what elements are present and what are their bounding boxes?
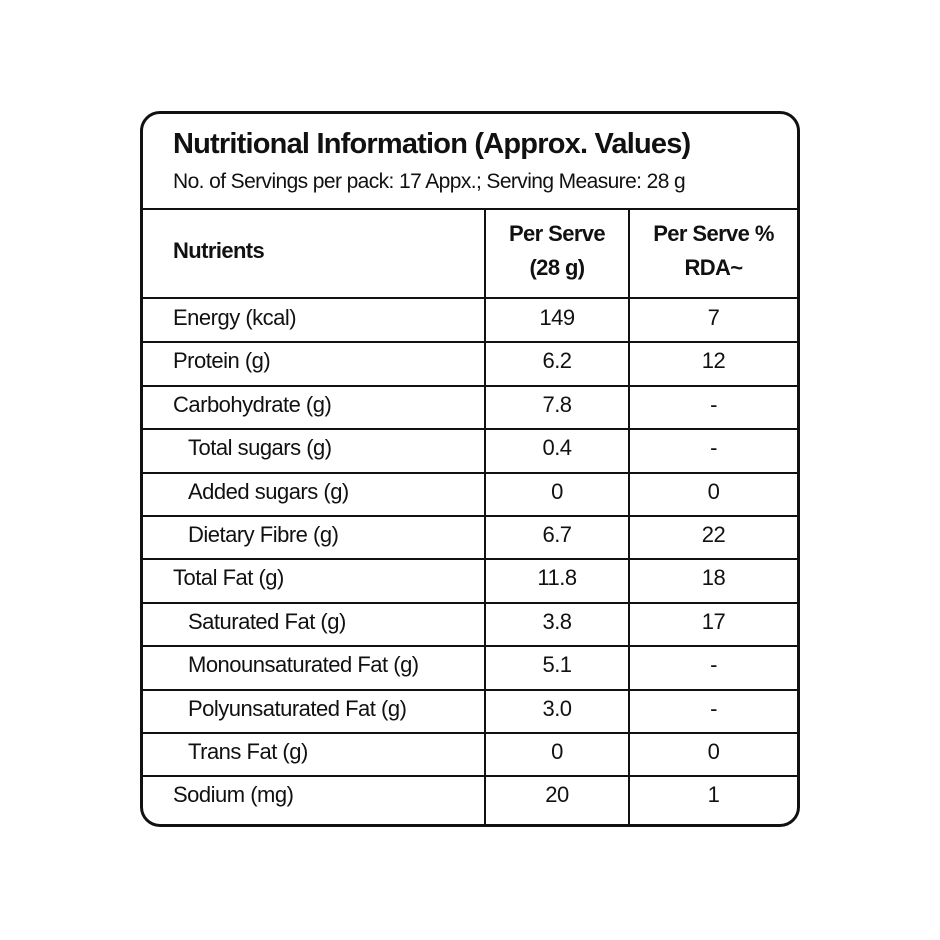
row-divider — [143, 645, 797, 647]
row-divider — [143, 428, 797, 430]
nutrient-name: Added sugars (g) — [188, 478, 349, 504]
nutrient-name: Total Fat (g) — [173, 565, 284, 591]
rda-value: 17 — [701, 608, 726, 634]
per-serve-value: 5.1 — [542, 652, 572, 678]
rda-value: 0 — [707, 739, 720, 764]
column-header-per-serve-line2: (28 g) — [529, 255, 585, 280]
divider — [143, 208, 797, 210]
nutrient-name: Monounsaturated Fat (g) — [188, 652, 419, 678]
nutrient-name: Protein (g) — [173, 348, 271, 374]
per-serve-value: 0 — [551, 739, 563, 764]
per-serve-value: 149 — [539, 305, 575, 330]
nutrient-name: Sodium (mg) — [173, 782, 294, 808]
nutrient-name: Dietary Fibre (g) — [188, 522, 339, 547]
column-header-rda-line1: Per Serve % — [653, 221, 774, 246]
nutrient-name: Saturated Fat (g) — [188, 608, 346, 634]
column-header-per-serve-line1: Per Serve — [508, 221, 606, 246]
row-divider — [143, 775, 797, 777]
per-serve-value: 3.8 — [542, 608, 572, 634]
row-divider — [143, 558, 797, 560]
per-serve-value: 3.0 — [542, 695, 572, 721]
per-serve-value: 6.7 — [542, 522, 572, 547]
nutrient-name: Polyunsaturated Fat (g) — [188, 695, 407, 721]
rda-value: - — [710, 652, 717, 678]
rda-value: 12 — [701, 348, 726, 374]
nutrient-name: Energy (kcal) — [173, 305, 297, 330]
column-header-rda-line2: RDA~ — [684, 255, 743, 280]
nutrient-name: Total sugars (g) — [188, 435, 332, 461]
rda-value: - — [710, 435, 717, 461]
per-serve-value: 20 — [545, 782, 569, 808]
column-header-per-serve — [486, 217, 628, 285]
row-divider — [143, 732, 797, 734]
rda-value: 22 — [701, 522, 726, 547]
nutrition-panel — [140, 111, 800, 827]
rda-value: 1 — [707, 782, 720, 808]
row-divider — [143, 472, 797, 474]
per-serve-value: 0.4 — [542, 435, 572, 461]
rda-value: - — [710, 391, 717, 417]
row-divider — [143, 341, 797, 343]
per-serve-value: 7.8 — [542, 391, 572, 417]
nutrient-name: Trans Fat (g) — [188, 739, 308, 764]
rda-value: 7 — [707, 305, 720, 330]
column-header-nutrients: Nutrients — [173, 238, 265, 263]
row-divider — [143, 602, 797, 604]
row-divider — [143, 515, 797, 517]
panel-subtitle: No. of Servings per pack: 17 Appx.; Serving Measure: 28 g — [173, 170, 686, 193]
rda-value: - — [710, 695, 717, 721]
column-header-rda — [630, 217, 797, 285]
divider — [143, 297, 797, 299]
nutrient-name: Carbohydrate (g) — [173, 391, 332, 417]
per-serve-value: 6.2 — [542, 348, 572, 374]
per-serve-value: 0 — [551, 478, 563, 504]
panel-title: Nutritional Information (Approx. Values) — [173, 128, 691, 160]
row-divider — [143, 385, 797, 387]
rda-value: 0 — [707, 478, 720, 504]
rda-value: 18 — [701, 565, 726, 591]
row-divider — [143, 689, 797, 691]
per-serve-value: 11.8 — [537, 565, 577, 591]
